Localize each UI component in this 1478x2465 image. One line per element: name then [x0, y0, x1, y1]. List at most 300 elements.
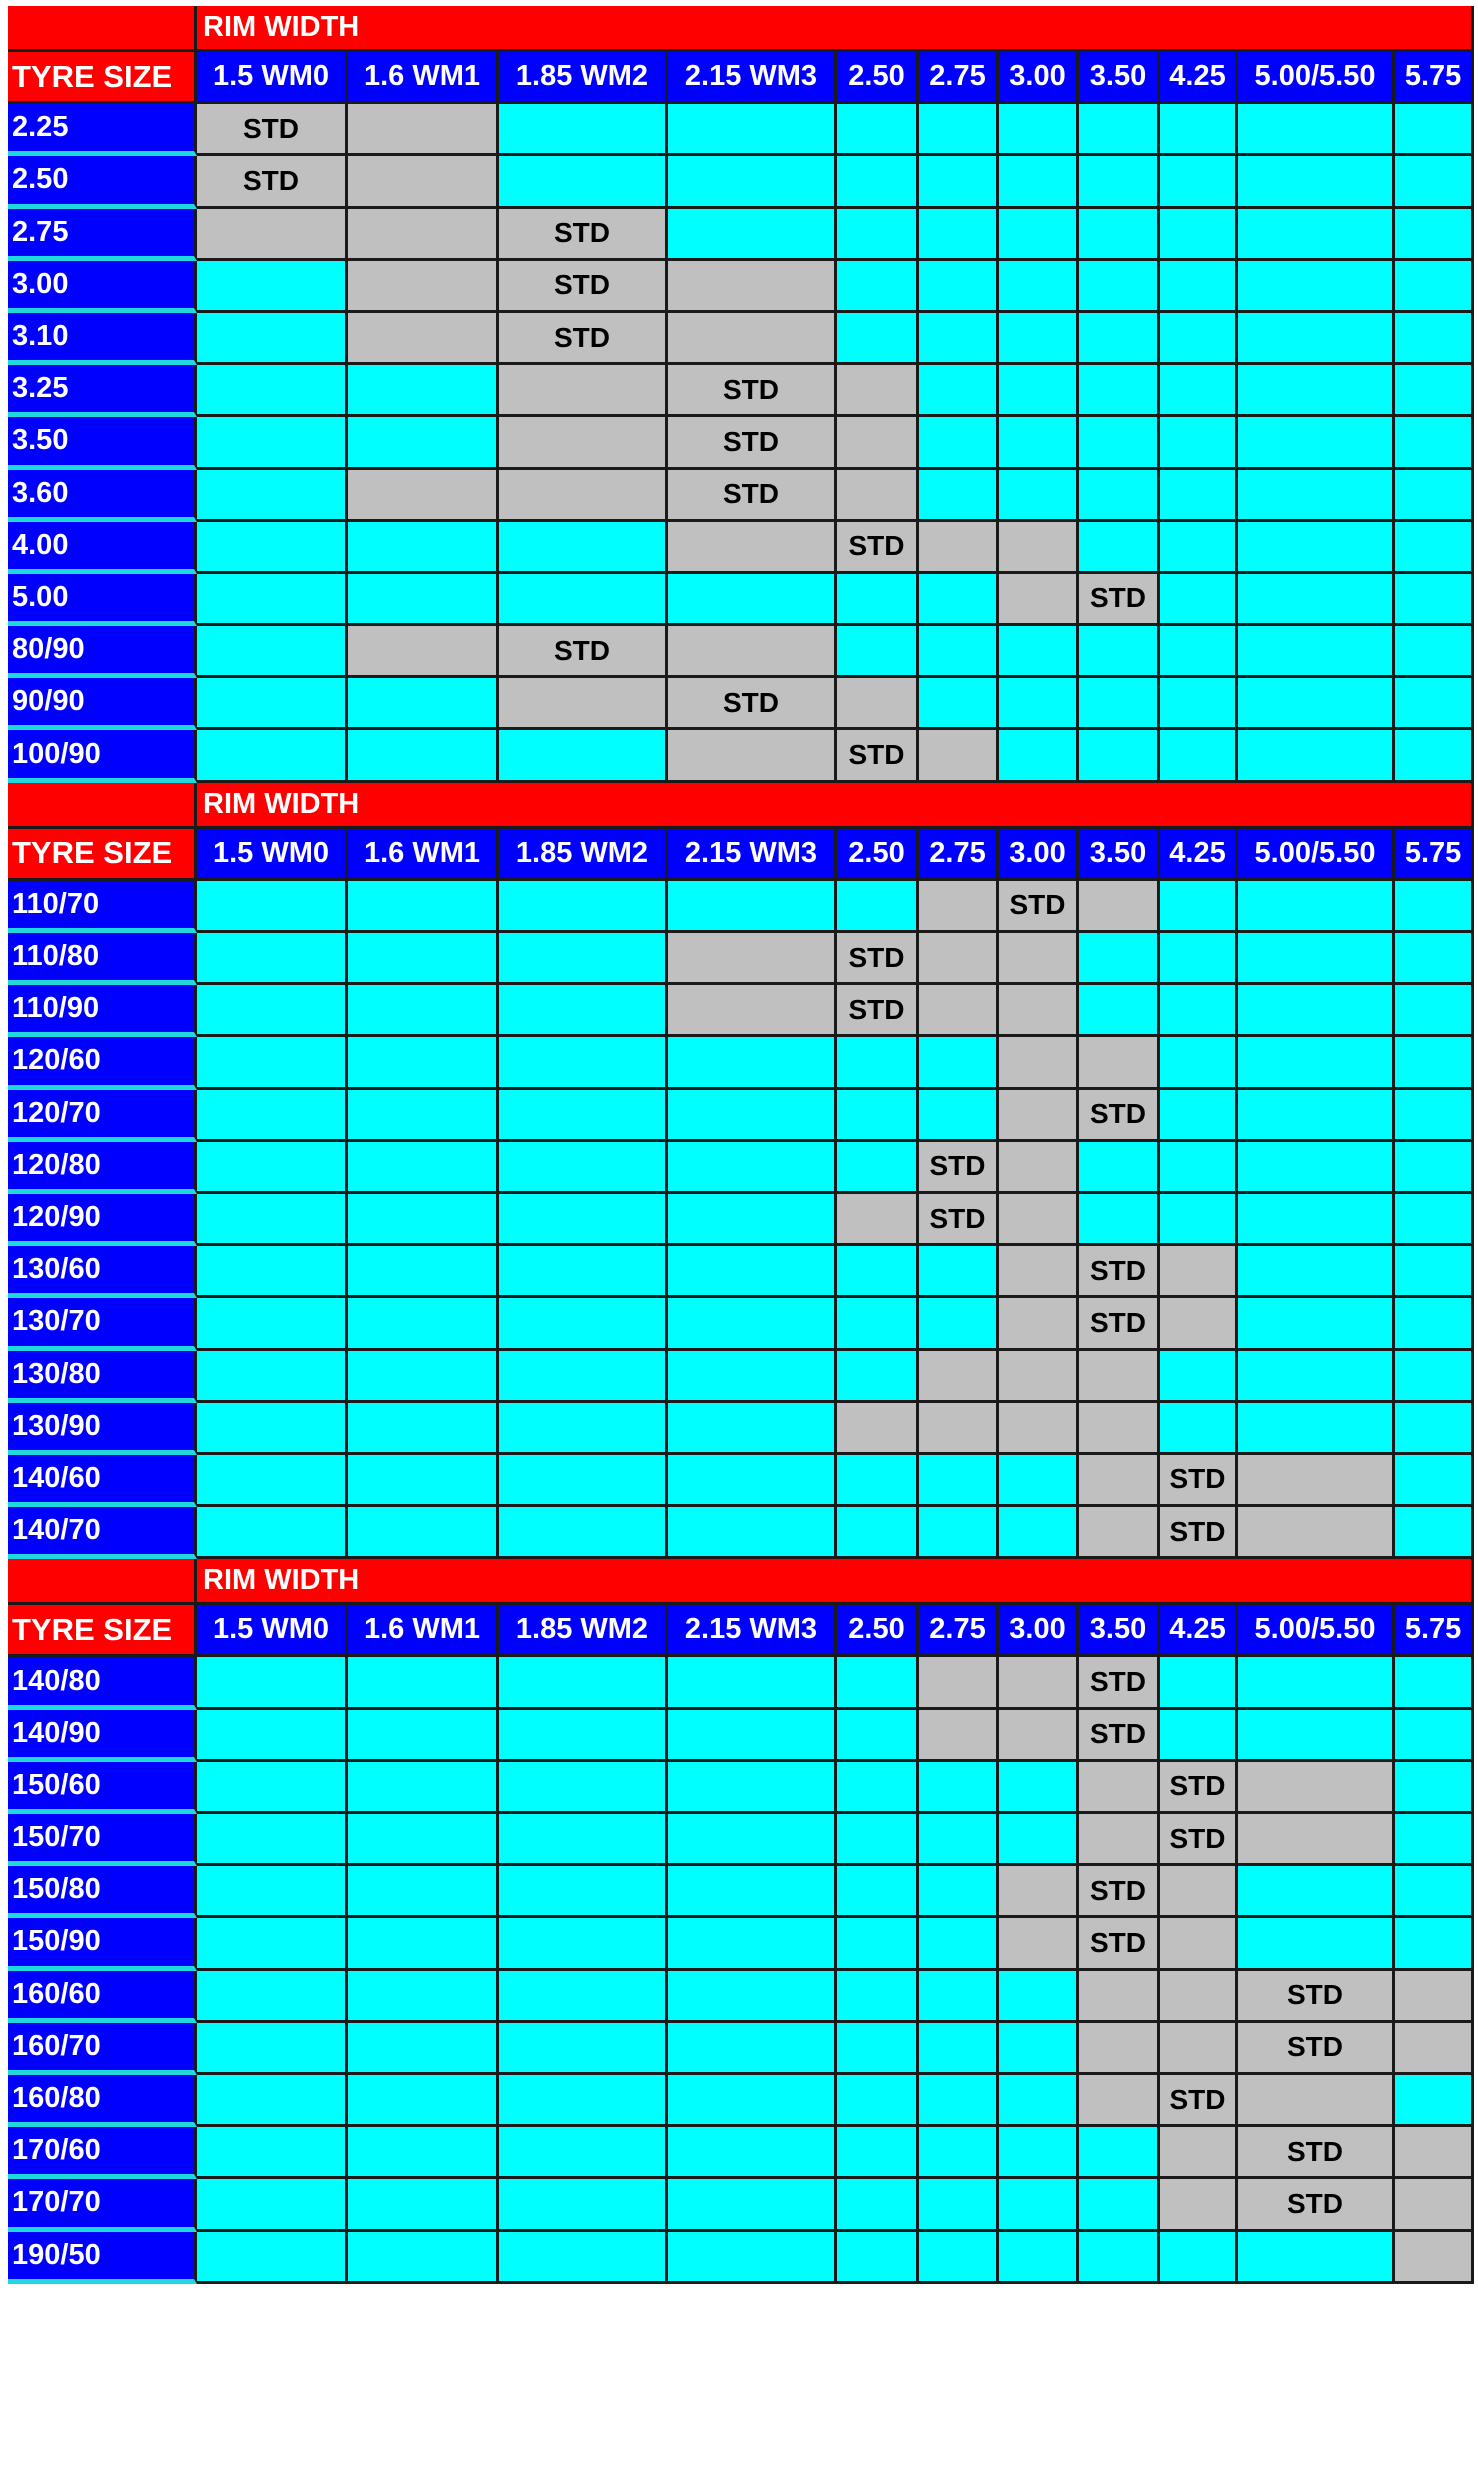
fitment-cell-not-allowed [919, 470, 999, 522]
fitment-cell-allowed [999, 1298, 1079, 1350]
fitment-cell-allowed [1079, 1971, 1160, 2023]
fitment-cell-not-allowed [668, 2179, 837, 2231]
table-row [8, 1762, 1474, 1814]
fitment-cell-not-allowed [1238, 1298, 1395, 1350]
fitment-cell-not-allowed [1160, 1403, 1238, 1455]
fitment-cell-not-allowed [1079, 678, 1160, 730]
rim-width-title: RIM WIDTH [197, 1559, 1474, 1605]
fitment-cell-not-allowed [499, 933, 668, 985]
fitment-cell-not-allowed [1395, 1351, 1474, 1403]
fitment-cell-allowed [837, 678, 919, 730]
fitment-cell-not-allowed [1160, 626, 1238, 678]
fitment-cell-not-allowed [837, 2127, 919, 2179]
fitment-cell-not-allowed [197, 2127, 348, 2179]
fitment-cell-not-allowed [999, 2179, 1079, 2231]
fitment-cell-not-allowed [499, 1246, 668, 1298]
fitment-cell-not-allowed [197, 1298, 348, 1350]
fitment-cell-allowed [837, 365, 919, 417]
fitment-cell-not-allowed [1160, 1194, 1238, 1246]
tyre-size-label: 120/80 [8, 1142, 197, 1194]
fitment-cell-not-allowed [499, 1657, 668, 1709]
fitment-cell-not-allowed [348, 1298, 499, 1350]
fitment-cell-not-allowed [837, 1971, 919, 2023]
fitment-cell-not-allowed [499, 1455, 668, 1507]
fitment-cell-not-allowed [837, 1455, 919, 1507]
fitment-cell-not-allowed [1395, 1866, 1474, 1918]
table-row [8, 313, 1474, 365]
fitment-cell-not-allowed [1238, 104, 1395, 156]
tyre-size-label: 150/90 [8, 1918, 197, 1970]
fitment-cell-not-allowed [668, 1142, 837, 1194]
fitment-cell-not-allowed [999, 104, 1079, 156]
fitment-cell-not-allowed [499, 2232, 668, 2284]
tyre-size-header: TYRE SIZE [8, 1605, 197, 1657]
fitment-cell-not-allowed [499, 1298, 668, 1350]
fitment-cell-allowed [1160, 1246, 1238, 1298]
fitment-cell-not-allowed [1238, 626, 1395, 678]
tyre-size-label: 130/60 [8, 1246, 197, 1298]
fitment-cell-not-allowed [837, 1298, 919, 1350]
tyre-size-label: 160/80 [8, 2075, 197, 2127]
fitment-cell-not-allowed [919, 1762, 999, 1814]
fitment-cell-not-allowed [348, 1403, 499, 1455]
fitment-cell-not-allowed [1079, 1142, 1160, 1194]
fitment-cell-allowed [1238, 1507, 1395, 1559]
fitment-cell-not-allowed [1079, 1194, 1160, 1246]
fitment-cell-standard: STD [1160, 1762, 1238, 1814]
fitment-cell-not-allowed [1395, 156, 1474, 208]
fitment-cell-not-allowed [499, 1710, 668, 1762]
rim-width-column-header: 2.75 [919, 1605, 999, 1657]
tyre-size-label: 5.00 [8, 574, 197, 626]
fitment-cell-not-allowed [919, 1866, 999, 1918]
fitment-cell-not-allowed [348, 574, 499, 626]
fitment-cell-not-allowed [919, 1246, 999, 1298]
fitment-cell-not-allowed [999, 2023, 1079, 2075]
fitment-cell-not-allowed [919, 1971, 999, 2023]
table-row [8, 1814, 1474, 1866]
fitment-cell-not-allowed [1238, 1194, 1395, 1246]
fitment-cell-allowed [999, 985, 1079, 1037]
fitment-cell-allowed [837, 470, 919, 522]
fitment-cell-not-allowed [1238, 1918, 1395, 1970]
fitment-cell-allowed [999, 933, 1079, 985]
fitment-cell-allowed [499, 365, 668, 417]
fitment-cell-not-allowed [1160, 365, 1238, 417]
fitment-cell-not-allowed [837, 881, 919, 933]
fitment-cell-standard: STD [1238, 2127, 1395, 2179]
fitment-cell-not-allowed [348, 881, 499, 933]
fitment-cell-standard: STD [668, 678, 837, 730]
fitment-cell-not-allowed [999, 156, 1079, 208]
rim-width-column-header: 3.00 [999, 829, 1079, 881]
rim-width-column-header: 1.6 WM1 [348, 1605, 499, 1657]
fitment-cell-not-allowed [1395, 2075, 1474, 2127]
fitment-cell-not-allowed [197, 985, 348, 1037]
fitment-cell-not-allowed [1160, 2232, 1238, 2284]
fitment-cell-standard: STD [837, 522, 919, 574]
fitment-cell-not-allowed [1238, 156, 1395, 208]
fitment-cell-not-allowed [1160, 730, 1238, 782]
fitment-cell-not-allowed [1395, 574, 1474, 626]
fitment-cell-not-allowed [919, 365, 999, 417]
rim-width-column-header: 2.50 [837, 1605, 919, 1657]
rim-width-column-header: 1.85 WM2 [499, 1605, 668, 1657]
fitment-cell-not-allowed [837, 1142, 919, 1194]
fitment-cell-not-allowed [348, 730, 499, 782]
fitment-cell-allowed [999, 1866, 1079, 1918]
fitment-cell-not-allowed [1160, 678, 1238, 730]
fitment-cell-not-allowed [668, 209, 837, 261]
fitment-cell-standard: STD [499, 626, 668, 678]
fitment-cell-standard: STD [668, 417, 837, 469]
rim-width-column-header: 2.50 [837, 829, 919, 881]
tyre-size-label: 170/70 [8, 2179, 197, 2231]
tyre-size-label: 3.25 [8, 365, 197, 417]
fitment-cell-not-allowed [197, 626, 348, 678]
fitment-cell-allowed [837, 1194, 919, 1246]
fitment-cell-standard: STD [499, 209, 668, 261]
table-row [8, 261, 1474, 313]
fitment-cell-allowed [1238, 1762, 1395, 1814]
table-row [8, 522, 1474, 574]
table-row [8, 1710, 1474, 1762]
fitment-cell-allowed [1160, 2023, 1238, 2075]
fitment-cell-not-allowed [999, 470, 1079, 522]
fitment-cell-allowed [999, 1037, 1079, 1089]
fitment-cell-not-allowed [837, 1246, 919, 1298]
fitment-cell-not-allowed [1238, 261, 1395, 313]
tyre-size-label: 2.75 [8, 209, 197, 261]
fitment-cell-not-allowed [837, 1762, 919, 1814]
fitment-cell-allowed [668, 730, 837, 782]
rim-width-column-header: 1.85 WM2 [499, 52, 668, 104]
tyre-size-label: 140/60 [8, 1455, 197, 1507]
fitment-cell-not-allowed [999, 1507, 1079, 1559]
fitment-cell-not-allowed [919, 1814, 999, 1866]
tyre-rim-width-chart [8, 6, 1474, 2284]
fitment-cell-not-allowed [919, 626, 999, 678]
fitment-cell-standard: STD [1160, 1455, 1238, 1507]
fitment-cell-not-allowed [837, 156, 919, 208]
fitment-cell-allowed [1395, 2127, 1474, 2179]
fitment-cell-not-allowed [1238, 730, 1395, 782]
rim-width-column-header: 3.00 [999, 52, 1079, 104]
fitment-cell-not-allowed [1395, 1762, 1474, 1814]
fitment-cell-standard: STD [1079, 1918, 1160, 1970]
fitment-cell-not-allowed [837, 313, 919, 365]
fitment-cell-not-allowed [919, 2232, 999, 2284]
fitment-cell-not-allowed [919, 1037, 999, 1089]
fitment-cell-allowed [668, 261, 837, 313]
rim-width-column-header: 2.75 [919, 829, 999, 881]
fitment-cell-not-allowed [1079, 209, 1160, 261]
fitment-cell-not-allowed [348, 522, 499, 574]
fitment-cell-not-allowed [1079, 626, 1160, 678]
fitment-cell-not-allowed [919, 209, 999, 261]
fitment-cell-not-allowed [197, 1194, 348, 1246]
tyre-size-label: 80/90 [8, 626, 197, 678]
fitment-cell-not-allowed [1079, 156, 1160, 208]
fitment-cell-standard: STD [1160, 1507, 1238, 1559]
fitment-cell-not-allowed [668, 1710, 837, 1762]
rim-width-column-header: 5.00/5.50 [1238, 829, 1395, 881]
fitment-cell-allowed [668, 313, 837, 365]
fitment-cell-not-allowed [1079, 104, 1160, 156]
fitment-cell-not-allowed [668, 1194, 837, 1246]
fitment-cell-not-allowed [197, 730, 348, 782]
fitment-cell-not-allowed [499, 730, 668, 782]
rim-width-header-row [8, 783, 1474, 829]
fitment-cell-allowed [1395, 2023, 1474, 2075]
fitment-cell-not-allowed [999, 1814, 1079, 1866]
rim-width-column-header: 5.00/5.50 [1238, 52, 1395, 104]
fitment-cell-allowed [1079, 1814, 1160, 1866]
fitment-cell-not-allowed [348, 1246, 499, 1298]
fitment-cell-not-allowed [837, 2179, 919, 2231]
fitment-cell-not-allowed [499, 1866, 668, 1918]
fitment-cell-standard: STD [1079, 574, 1160, 626]
fitment-cell-not-allowed [1160, 156, 1238, 208]
fitment-cell-allowed [1079, 2075, 1160, 2127]
fitment-cell-not-allowed [197, 1762, 348, 1814]
table-row [8, 1351, 1474, 1403]
fitment-cell-not-allowed [919, 417, 999, 469]
fitment-cell-not-allowed [348, 1194, 499, 1246]
fitment-cell-not-allowed [1079, 2127, 1160, 2179]
fitment-cell-standard: STD [1160, 1814, 1238, 1866]
fitment-cell-not-allowed [668, 1246, 837, 1298]
tyre-size-label: 170/60 [8, 2127, 197, 2179]
fitment-cell-not-allowed [837, 209, 919, 261]
fitment-cell-standard: STD [1079, 1657, 1160, 1709]
fitment-cell-not-allowed [499, 1918, 668, 1970]
fitment-cell-not-allowed [999, 2075, 1079, 2127]
table-row [8, 2232, 1474, 2284]
fitment-cell-not-allowed [499, 1762, 668, 1814]
fitment-cell-standard: STD [919, 1194, 999, 1246]
fitment-cell-allowed [999, 1142, 1079, 1194]
fitment-cell-not-allowed [499, 2023, 668, 2075]
tyre-size-label: 110/80 [8, 933, 197, 985]
table-row [8, 574, 1474, 626]
fitment-cell-not-allowed [197, 1657, 348, 1709]
fitment-cell-allowed [1238, 1814, 1395, 1866]
fitment-cell-allowed [197, 209, 348, 261]
tyre-size-label: 150/60 [8, 1762, 197, 1814]
rim-width-title: RIM WIDTH [197, 783, 1474, 829]
table-row [8, 2023, 1474, 2075]
fitment-cell-not-allowed [1238, 470, 1395, 522]
fitment-cell-allowed [1395, 1971, 1474, 2023]
fitment-cell-not-allowed [919, 1507, 999, 1559]
fitment-cell-not-allowed [837, 1657, 919, 1709]
fitment-cell-not-allowed [499, 2179, 668, 2231]
fitment-cell-not-allowed [668, 1037, 837, 1089]
rim-width-column-header: 4.25 [1160, 1605, 1238, 1657]
fitment-cell-not-allowed [1238, 678, 1395, 730]
fitment-cell-allowed [999, 1090, 1079, 1142]
tyre-size-label: 190/50 [8, 2232, 197, 2284]
fitment-cell-not-allowed [1395, 1142, 1474, 1194]
tyre-size-label: 120/60 [8, 1037, 197, 1089]
fitment-cell-not-allowed [1160, 313, 1238, 365]
fitment-cell-allowed [919, 985, 999, 1037]
rim-width-column-header: 3.50 [1079, 52, 1160, 104]
fitment-cell-standard: STD [1079, 1246, 1160, 1298]
fitment-cell-not-allowed [1079, 261, 1160, 313]
fitment-cell-not-allowed [1160, 209, 1238, 261]
table-row [8, 1971, 1474, 2023]
fitment-cell-standard: STD [837, 933, 919, 985]
tyre-size-label: 3.00 [8, 261, 197, 313]
fitment-cell-not-allowed [197, 1455, 348, 1507]
rim-width-column-header: 2.75 [919, 52, 999, 104]
fitment-cell-not-allowed [1395, 1710, 1474, 1762]
fitment-cell-not-allowed [1160, 1090, 1238, 1142]
rim-width-column-header: 5.75 [1395, 52, 1474, 104]
fitment-cell-allowed [1160, 2179, 1238, 2231]
fitment-cell-allowed [999, 1403, 1079, 1455]
fitment-cell-not-allowed [1238, 365, 1395, 417]
fitment-cell-not-allowed [668, 1351, 837, 1403]
fitment-cell-not-allowed [499, 2127, 668, 2179]
fitment-cell-not-allowed [197, 470, 348, 522]
fitment-cell-allowed [1238, 1455, 1395, 1507]
fitment-cell-not-allowed [1238, 2232, 1395, 2284]
fitment-cell-not-allowed [837, 261, 919, 313]
fitment-cell-allowed [919, 1657, 999, 1709]
rim-width-title: RIM WIDTH [197, 6, 1474, 52]
tyre-size-label: 130/70 [8, 1298, 197, 1350]
fitment-cell-not-allowed [1395, 1507, 1474, 1559]
fitment-cell-not-allowed [999, 417, 1079, 469]
fitment-cell-not-allowed [499, 1037, 668, 1089]
fitment-cell-not-allowed [197, 2232, 348, 2284]
tyre-size-label: 140/70 [8, 1507, 197, 1559]
fitment-cell-not-allowed [1160, 261, 1238, 313]
fitment-cell-not-allowed [197, 522, 348, 574]
fitment-cell-not-allowed [919, 1090, 999, 1142]
table-row [8, 417, 1474, 469]
fitment-cell-standard: STD [1079, 1090, 1160, 1142]
rim-width-column-header: 1.6 WM1 [348, 829, 499, 881]
fitment-cell-not-allowed [348, 1866, 499, 1918]
fitment-cell-not-allowed [499, 1403, 668, 1455]
fitment-cell-standard: STD [1079, 1866, 1160, 1918]
fitment-cell-not-allowed [499, 2075, 668, 2127]
fitment-cell-allowed [1160, 1298, 1238, 1350]
fitment-cell-not-allowed [919, 574, 999, 626]
fitment-cell-not-allowed [348, 2232, 499, 2284]
fitment-cell-allowed [1079, 1403, 1160, 1455]
column-header-row [8, 829, 1474, 881]
fitment-cell-not-allowed [999, 209, 1079, 261]
fitment-cell-not-allowed [668, 1507, 837, 1559]
fitment-cell-allowed [999, 1918, 1079, 1970]
fitment-cell-not-allowed [1160, 1037, 1238, 1089]
fitment-cell-not-allowed [197, 365, 348, 417]
fitment-cell-not-allowed [668, 2075, 837, 2127]
fitment-cell-not-allowed [919, 2127, 999, 2179]
fitment-cell-not-allowed [1160, 1657, 1238, 1709]
tyre-size-label: 150/80 [8, 1866, 197, 1918]
fitment-cell-not-allowed [499, 1814, 668, 1866]
table-row [8, 933, 1474, 985]
fitment-cell-not-allowed [837, 1814, 919, 1866]
table-row [8, 1866, 1474, 1918]
fitment-cell-not-allowed [1238, 1246, 1395, 1298]
fitment-cell-standard: STD [197, 156, 348, 208]
fitment-cell-not-allowed [348, 1037, 499, 1089]
fitment-cell-not-allowed [1160, 470, 1238, 522]
rim-width-column-header: 2.15 WM3 [668, 829, 837, 881]
fitment-cell-not-allowed [919, 1918, 999, 1970]
fitment-cell-allowed [919, 522, 999, 574]
fitment-cell-allowed [919, 1403, 999, 1455]
fitment-cell-standard: STD [999, 881, 1079, 933]
fitment-cell-not-allowed [197, 1090, 348, 1142]
fitment-cell-not-allowed [999, 1971, 1079, 2023]
fitment-cell-not-allowed [197, 1918, 348, 1970]
tyre-size-label: 160/60 [8, 1971, 197, 2023]
table-row [8, 104, 1474, 156]
tyre-size-label: 120/70 [8, 1090, 197, 1142]
fitment-cell-not-allowed [1238, 209, 1395, 261]
column-header-row [8, 1605, 1474, 1657]
table-row [8, 881, 1474, 933]
rim-width-column-header: 3.00 [999, 1605, 1079, 1657]
fitment-cell-not-allowed [837, 1866, 919, 1918]
fitment-cell-not-allowed [348, 1971, 499, 2023]
fitment-cell-not-allowed [999, 1762, 1079, 1814]
table-row [8, 1918, 1474, 1970]
fitment-cell-not-allowed [919, 313, 999, 365]
table-row [8, 730, 1474, 782]
fitment-cell-not-allowed [1395, 209, 1474, 261]
fitment-cell-not-allowed [1395, 1918, 1474, 1970]
table-row [8, 985, 1474, 1037]
column-header-row [8, 52, 1474, 104]
fitment-cell-allowed [348, 470, 499, 522]
fitment-cell-not-allowed [1160, 104, 1238, 156]
tyre-size-label: 140/90 [8, 1710, 197, 1762]
fitment-cell-standard: STD [919, 1142, 999, 1194]
fitment-cell-not-allowed [1395, 881, 1474, 933]
fitment-cell-not-allowed [197, 933, 348, 985]
fitment-cell-allowed [1160, 1866, 1238, 1918]
fitment-cell-allowed [1079, 1037, 1160, 1089]
fitment-cell-not-allowed [1079, 730, 1160, 782]
fitment-cell-not-allowed [668, 1918, 837, 1970]
fitment-cell-not-allowed [837, 1037, 919, 1089]
fitment-cell-not-allowed [1395, 1298, 1474, 1350]
fitment-cell-not-allowed [999, 678, 1079, 730]
fitment-cell-standard: STD [1160, 2075, 1238, 2127]
fitment-cell-not-allowed [837, 1507, 919, 1559]
fitment-cell-not-allowed [197, 678, 348, 730]
fitment-cell-not-allowed [1079, 985, 1160, 1037]
fitment-cell-not-allowed [499, 522, 668, 574]
rim-width-column-header: 1.5 WM0 [197, 1605, 348, 1657]
rim-width-header-row [8, 6, 1474, 52]
fitment-cell-not-allowed [999, 261, 1079, 313]
rim-width-column-header: 1.5 WM0 [197, 829, 348, 881]
table-row [8, 1298, 1474, 1350]
fitment-cell-not-allowed [1238, 985, 1395, 1037]
tyre-size-label: 160/70 [8, 2023, 197, 2075]
table-row [8, 2127, 1474, 2179]
